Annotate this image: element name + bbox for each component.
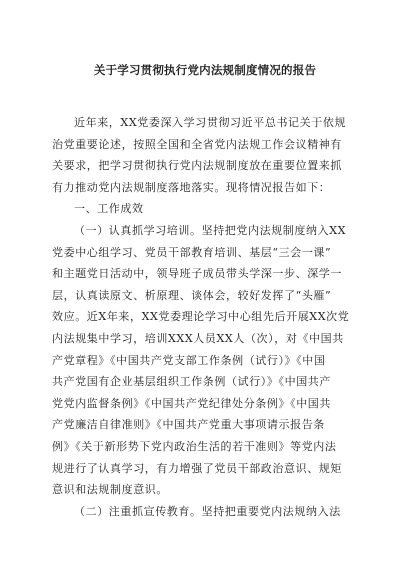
- text-line: 内法规集中学习，培训XXX人员XX人（次），对《中国共: [52, 331, 344, 345]
- text-line: （一）认真抓学习培训。坚持把党内法规制度纳入XX: [74, 223, 347, 237]
- text-line: 产党廉洁自律准则》《中国共产党重大事项请示报告条: [52, 418, 325, 432]
- intro-paragraph: [52, 112, 358, 198]
- document-title: 关于学习贯彻执行党内法规制度情况的报告: [93, 63, 317, 77]
- text-line: 党委中心组学习、党员干部教育培训、基层“三会一课”: [52, 245, 332, 259]
- text-line: 效应。近X年来，XX党委理论学习中心组先后开展XX次党: [52, 310, 350, 324]
- text-line: 层，认真读原文、析原理、谈体会，较好发挥了“头雁”: [52, 288, 332, 302]
- text-line: 治党重要论述，按照全国和全省党内法规工作会议精神有: [52, 137, 342, 151]
- paragraph-study-training: [52, 220, 358, 501]
- text-line: 产党章程》《中国共产党支部工作条例（试行）》《中国: [52, 353, 326, 367]
- text-line: （二）注重抓宣传教育。坚持把重要党内法规纳入法: [74, 504, 341, 518]
- text-line: 和主题党日活动中，领导班子成员带头学深一步、深学一: [52, 267, 342, 281]
- text-line: 近年来，XX党委深入学习贯彻习近平总书记关于依规: [74, 116, 347, 129]
- paragraph-publicity-education: [52, 501, 358, 523]
- text-line: 党党内监督条例》《中国共产党纪律处分条例》《中国共: [52, 396, 331, 410]
- text-line: 有力推动党内法规制度落地落实。现将情况报告如下：: [52, 180, 331, 194]
- text-line: 意识和法规制度意识。: [52, 483, 168, 497]
- text-line: 关要求，把学习贯彻执行党内法规制度放在重要位置来抓: [52, 159, 342, 173]
- text-line: 共产党国有企业基层组织工作条例（试行）》《中国共产: [52, 375, 331, 389]
- text-line: 规进行了认真学习，有力增强了党员干部政治意识、规矩: [52, 461, 342, 475]
- section-heading: 一、工作成效: [74, 202, 144, 216]
- text-line: 例》《关于新形势下党内政治生活的若干准则》等党内法: [52, 439, 337, 453]
